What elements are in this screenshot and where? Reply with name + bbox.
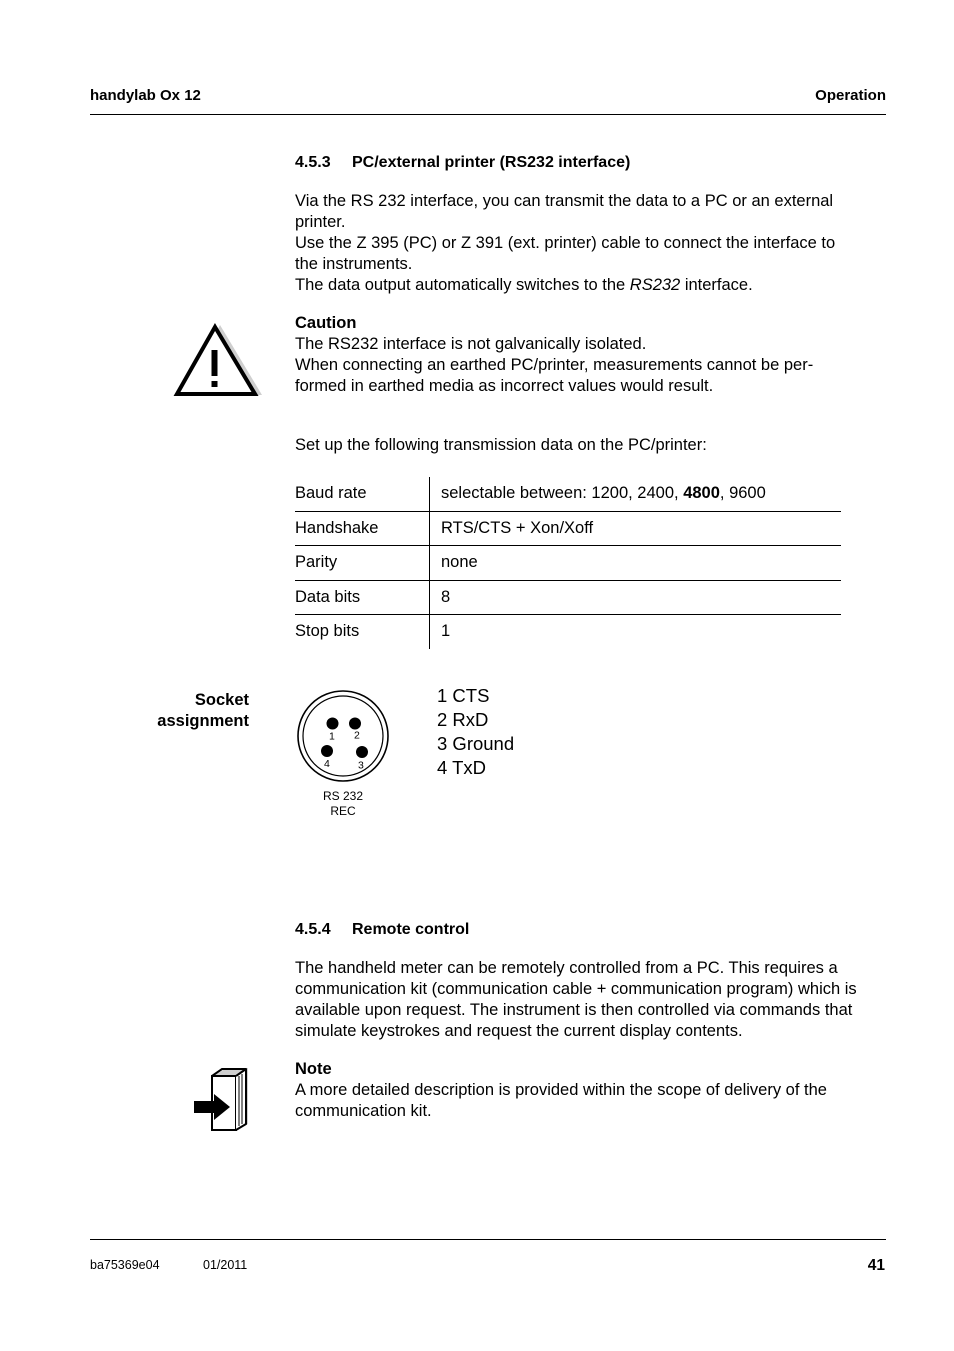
- table-key: Baud rate: [295, 477, 430, 511]
- text-span: selectable between: 1200, 2400,: [441, 484, 684, 503]
- table-row: [295, 477, 841, 511]
- text-line: [295, 275, 887, 296]
- socket-assignment-label: [157, 690, 249, 732]
- table-value: [430, 477, 842, 511]
- intro-paragraph: [295, 191, 887, 296]
- text-line: When connecting an earthed PC/printer, measurements cannot be per-: [295, 356, 814, 374]
- table-value: RTS/CTS + Xon/Xoff: [430, 511, 842, 546]
- table-key: Data bits: [295, 580, 430, 615]
- running-header-section: Operation: [815, 87, 886, 104]
- section-number: 4.5.3: [295, 154, 331, 171]
- warning-icon: [173, 322, 263, 398]
- setup-text: Set up the following transmission data on the PC/printer:: [295, 436, 707, 454]
- caption-line: RS 232: [322, 789, 364, 803]
- table-key: Handshake: [295, 511, 430, 546]
- text-line: formed in earthed media as incorrect values would result.: [295, 377, 714, 395]
- list-item: 1 CTS: [437, 685, 490, 706]
- pin-number: 4: [324, 758, 330, 770]
- pin-2: [349, 718, 361, 730]
- text-line: A more detailed description is provided within the scope of delivery of the: [295, 1081, 827, 1099]
- rs232-socket-diagram: [293, 688, 393, 786]
- book-reference-icon: [190, 1064, 254, 1132]
- footer-doc-id: ba75369e04: [90, 1258, 160, 1272]
- section-title: Remote control: [352, 921, 470, 938]
- section-title: PC/external printer (RS232 interface): [352, 154, 631, 171]
- table-row: [295, 580, 841, 615]
- note-label: Note: [295, 1060, 332, 1078]
- list-item: 3 Ground: [437, 733, 515, 754]
- table-value: 1: [430, 615, 842, 649]
- remote-control-paragraph: [295, 958, 887, 1042]
- text-line: available upon request. The instrument is then controlled via commands that: [295, 1001, 853, 1019]
- list-item: 4 TxD: [437, 757, 487, 778]
- text-span: The data output automatically switches to the: [295, 276, 630, 294]
- pin-assignment-list: [437, 684, 514, 780]
- default-baud: 4800: [683, 484, 720, 503]
- text-line: Via the RS 232 interface, you can transmit the data to a PC or an external: [295, 192, 834, 210]
- text-line: The handheld meter can be remotely controlled from a PC. This requires a: [295, 959, 838, 977]
- text-line: Use the Z 395 (PC) or Z 391 (ext. printer) cable to connect the interface to: [295, 234, 836, 252]
- text-line: the instruments.: [295, 255, 413, 273]
- text-line: communication kit.: [295, 1102, 432, 1120]
- table-row: [295, 615, 841, 649]
- text-span: , 9600: [719, 484, 766, 503]
- pin-number: 1: [329, 730, 335, 743]
- text-line: simulate keystrokes and request the current display contents.: [295, 1022, 743, 1040]
- table-value: none: [430, 546, 842, 581]
- pin-number: 3: [358, 759, 364, 772]
- list-item: 2 RxD: [437, 709, 489, 730]
- pin-3: [356, 746, 368, 758]
- section-heading-4-5-4: [295, 921, 469, 939]
- transmission-table: [295, 477, 841, 649]
- footer-rule: [90, 1239, 886, 1240]
- text-line: communication kit (communication cable + communication program) which is: [295, 980, 857, 998]
- text-span: interface.: [680, 276, 753, 294]
- pin-1: [327, 718, 339, 730]
- running-header-title: handylab Ox 12: [90, 87, 201, 104]
- pin-4: [321, 745, 333, 757]
- pin-number: 2: [354, 729, 360, 742]
- footer-date: 01/2011: [203, 1258, 248, 1272]
- side-label-line: assignment: [157, 712, 249, 730]
- table-row: [295, 511, 841, 546]
- page-number: 41: [867, 1257, 885, 1274]
- socket-caption: [293, 789, 393, 819]
- text-line: printer.: [295, 213, 346, 231]
- text-line: The RS232 interface is not galvanically isolated.: [295, 335, 647, 353]
- caution-label: Caution: [295, 314, 357, 332]
- table-value: 8: [430, 580, 842, 615]
- caution-block: [295, 313, 887, 397]
- section-number: 4.5.4: [295, 921, 331, 938]
- header-rule: [90, 114, 886, 115]
- interface-name: RS232: [629, 276, 681, 294]
- caption-line: REC: [330, 804, 356, 818]
- table-key: Parity: [295, 546, 430, 581]
- note-block: [295, 1059, 887, 1122]
- section-heading-4-5-3: [295, 154, 630, 172]
- table-row: [295, 546, 841, 581]
- side-label-line: Socket: [194, 691, 249, 709]
- table-key: Stop bits: [295, 615, 430, 649]
